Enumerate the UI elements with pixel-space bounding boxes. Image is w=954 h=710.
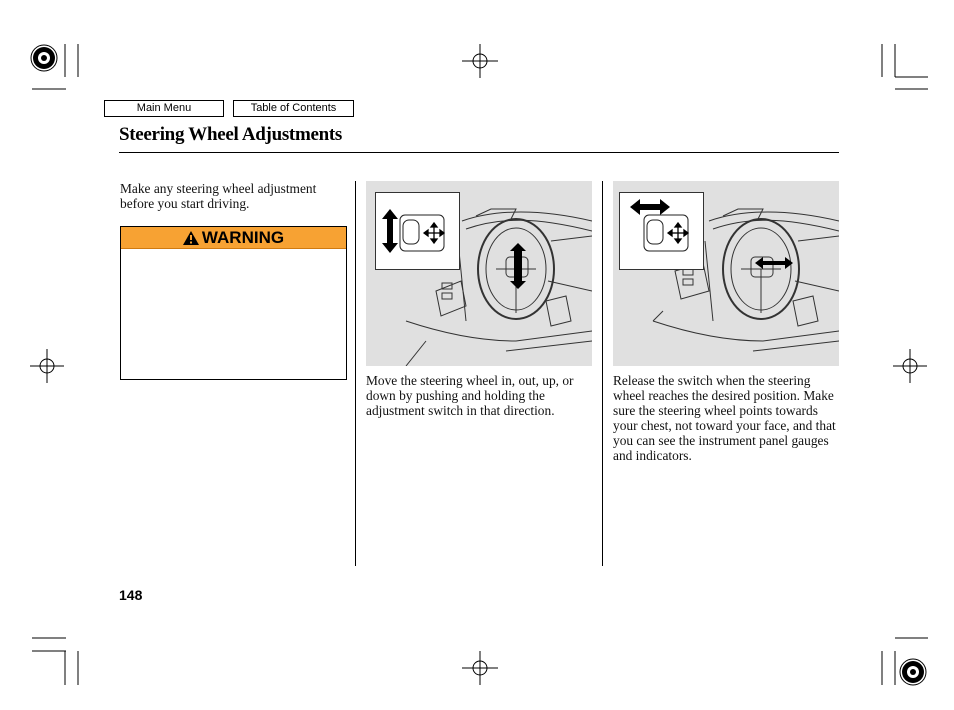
warning-header [121, 227, 346, 249]
page-title: Steering Wheel Adjustments [119, 124, 343, 145]
adjust-switch-inset-horizontal [619, 192, 704, 270]
warning-label: WARNING [201, 227, 285, 247]
page-number: 148 [119, 587, 143, 603]
intro-text: Make any steering wheel adjustment before you start driving. [120, 181, 317, 211]
warning-triangle-icon [183, 231, 199, 245]
table-of-contents-button[interactable]: Table of Contents [233, 100, 354, 117]
warning-box [120, 226, 347, 380]
step1-text: Move the steering wheel in, out, up, or down by pushing and holding the adjustment switch in that direction. [366, 373, 574, 418]
title-divider [119, 152, 839, 153]
steering-adjust-illustration-horizontal [613, 181, 839, 366]
step2-text: Release the switch when the steering wheel reaches the desired position. Make sure the steering wheel points towards your chest, not toward your face, and that you can see the instrument panel gauges and indicators. [613, 373, 836, 463]
main-menu-button[interactable]: Main Menu [104, 100, 224, 117]
column-divider-right [602, 181, 603, 566]
steering-adjust-illustration-vertical [366, 181, 592, 366]
column-divider-left [355, 181, 356, 566]
adjust-switch-inset-vertical [375, 192, 460, 270]
